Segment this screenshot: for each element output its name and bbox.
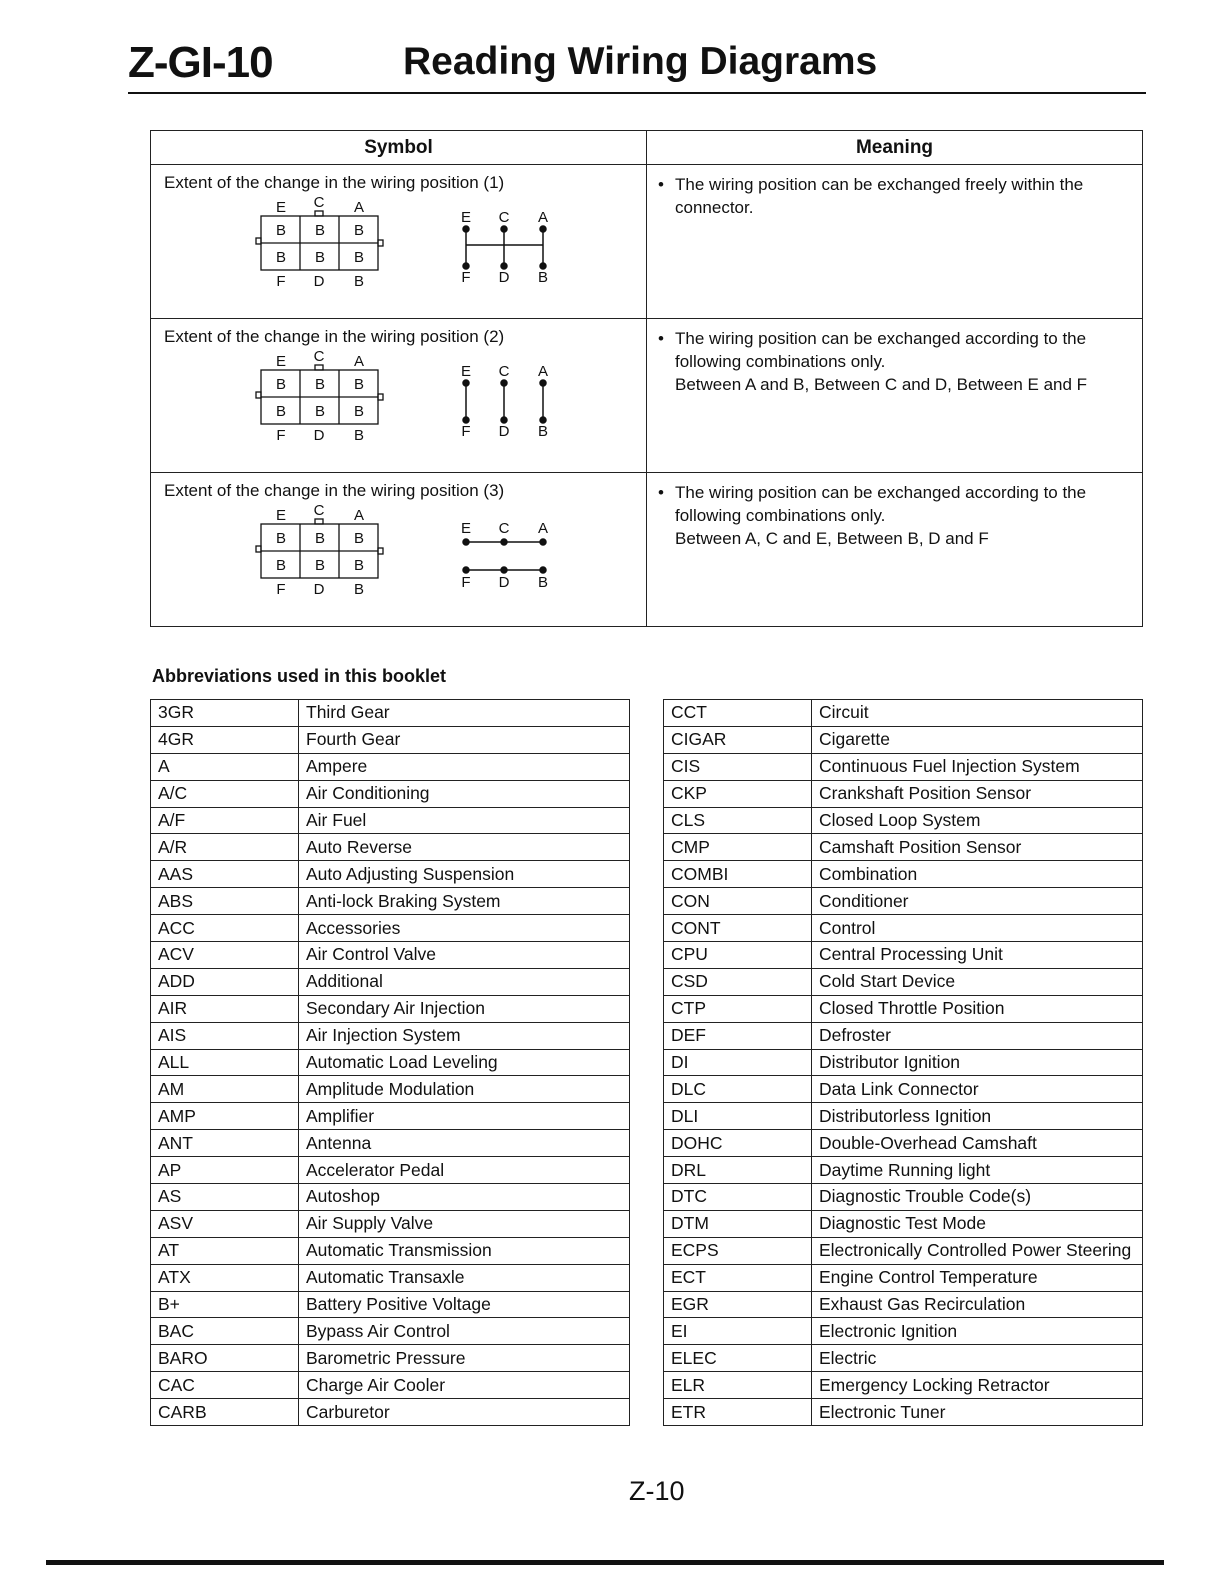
pin-label: E	[275, 507, 287, 524]
abbreviation-row	[151, 1130, 630, 1157]
abbreviation-code: CLS	[664, 807, 812, 834]
abbreviation-row	[664, 1076, 1143, 1103]
abbreviation-code: CON	[664, 888, 812, 915]
symbol-row	[151, 473, 1143, 627]
abbreviation-meaning: Amplitude Modulation	[299, 1076, 630, 1103]
abbreviation-meaning: Cigarette	[812, 726, 1143, 753]
connector-diagram-svg	[251, 195, 571, 295]
pin-label: D	[313, 427, 325, 444]
pin-label: A	[537, 363, 549, 380]
pin-label: E	[460, 209, 472, 226]
abbreviation-row	[664, 834, 1143, 861]
pin-label: A	[537, 520, 549, 537]
pin-label: F	[276, 427, 286, 444]
pin-label: F	[276, 581, 286, 598]
connector-cell: B	[275, 376, 287, 393]
meaning-text: • The wiring position can be exchanged freely within the connector.	[675, 173, 1130, 219]
abbreviation-code: CCT	[664, 700, 812, 727]
abbreviation-meaning: Amplifier	[299, 1103, 630, 1130]
abbreviation-meaning: Electronically Controlled Power Steering	[812, 1237, 1143, 1264]
abbreviation-code: B+	[151, 1291, 299, 1318]
pin-label: D	[498, 574, 510, 591]
abbreviation-meaning: Accessories	[299, 915, 630, 942]
pin-label: C	[498, 209, 510, 226]
abbreviation-meaning: Daytime Running light	[812, 1157, 1143, 1184]
abbreviation-row	[151, 1399, 630, 1426]
connector-cell: B	[314, 530, 326, 547]
abbreviation-meaning: Automatic Load Leveling	[299, 1049, 630, 1076]
pin-label: A	[353, 507, 365, 524]
abbreviation-meaning: Crankshaft Position Sensor	[812, 780, 1143, 807]
abbreviation-row	[664, 861, 1143, 888]
connector-cell: B	[275, 222, 287, 239]
abbreviation-meaning: Electronic Ignition	[812, 1318, 1143, 1345]
abbreviation-code: ASV	[151, 1210, 299, 1237]
abbreviation-code: ECPS	[664, 1237, 812, 1264]
abbreviation-meaning: Diagnostic Test Mode	[812, 1210, 1143, 1237]
symbol-cell	[151, 165, 647, 319]
abbreviation-code: AT	[151, 1237, 299, 1264]
pin-label: C	[313, 349, 325, 365]
abbreviation-row	[151, 1264, 630, 1291]
abbreviation-meaning: Anti-lock Braking System	[299, 888, 630, 915]
abbreviation-code: ABS	[151, 888, 299, 915]
abbreviation-code: ACC	[151, 915, 299, 942]
symbol-meaning-table	[150, 130, 1143, 627]
meaning-combinations: Between A, C and E, Between B, D and F	[675, 529, 989, 548]
abbreviation-row	[664, 726, 1143, 753]
connector-diagram	[251, 349, 571, 454]
abbreviation-meaning: Engine Control Temperature	[812, 1264, 1143, 1291]
abbreviation-meaning: Autoshop	[299, 1184, 630, 1211]
abbreviation-row	[664, 1184, 1143, 1211]
abbreviation-code: AAS	[151, 861, 299, 888]
abbreviation-row	[151, 942, 630, 969]
abbreviation-meaning: Distributorless Ignition	[812, 1103, 1143, 1130]
abbreviation-code: AIS	[151, 1022, 299, 1049]
connector-cell: B	[353, 376, 365, 393]
abbreviation-row	[151, 753, 630, 780]
abbreviation-row	[151, 995, 630, 1022]
pin-label: A	[353, 199, 365, 216]
abbreviation-code: AP	[151, 1157, 299, 1184]
abbreviation-meaning: Air Conditioning	[299, 780, 630, 807]
abbreviation-row	[664, 753, 1143, 780]
abbreviation-row	[664, 1372, 1143, 1399]
symbol-cell	[151, 473, 647, 627]
abbreviation-code: CMP	[664, 834, 812, 861]
connector-diagram	[251, 195, 571, 300]
abbreviation-meaning: Closed Loop System	[812, 807, 1143, 834]
connector-cell: B	[275, 557, 287, 574]
abbreviation-row	[151, 1076, 630, 1103]
abbreviation-code: BAC	[151, 1318, 299, 1345]
abbreviation-row	[151, 807, 630, 834]
pin-label: E	[275, 199, 287, 216]
pin-label: F	[461, 269, 471, 286]
abbreviation-meaning: Exhaust Gas Recirculation	[812, 1291, 1143, 1318]
abbreviation-code: ELEC	[664, 1345, 812, 1372]
abbreviation-code: ECT	[664, 1264, 812, 1291]
abbreviation-row	[151, 1291, 630, 1318]
symbol-caption: Extent of the change in the wiring position (3)	[164, 481, 505, 500]
abbreviation-meaning: Emergency Locking Retractor	[812, 1372, 1143, 1399]
connector-cell: B	[275, 249, 287, 266]
pin-label: F	[461, 574, 471, 591]
abbreviation-code: DLC	[664, 1076, 812, 1103]
meaning-text: • The wiring position can be exchanged according to the following combinations only.	[675, 481, 1130, 527]
abbreviation-row	[151, 1157, 630, 1184]
abbreviation-code: AS	[151, 1184, 299, 1211]
meaning-combinations: Between A and B, Between C and D, Between E and F	[675, 375, 1088, 394]
abbreviation-row	[151, 1103, 630, 1130]
abbreviation-row	[151, 1237, 630, 1264]
abbreviation-row	[664, 1103, 1143, 1130]
abbreviation-meaning: Air Supply Valve	[299, 1210, 630, 1237]
abbreviation-code: BARO	[151, 1345, 299, 1372]
pin-label: B	[353, 273, 365, 290]
pin-label: A	[353, 353, 365, 370]
page-title: Reading Wiring Diagrams	[403, 40, 878, 83]
header-rule	[128, 92, 1146, 94]
meaning-cell	[647, 319, 1143, 473]
abbreviation-row	[664, 1022, 1143, 1049]
pin-label: E	[275, 353, 287, 370]
symbol-caption: Extent of the change in the wiring position (1)	[164, 173, 505, 192]
abbreviation-row	[664, 942, 1143, 969]
abbreviation-meaning: Air Injection System	[299, 1022, 630, 1049]
abbreviation-row	[664, 1291, 1143, 1318]
pin-label: A	[537, 209, 549, 226]
abbreviation-row	[151, 834, 630, 861]
abbreviation-code: 4GR	[151, 726, 299, 753]
connector-cell: B	[314, 376, 326, 393]
meaning-column-header: Meaning	[647, 131, 1143, 165]
abbreviation-row	[151, 1022, 630, 1049]
connector-cell: B	[353, 222, 365, 239]
abbreviation-meaning: Control	[812, 915, 1143, 942]
symbol-cell	[151, 319, 647, 473]
abbreviation-code: ATX	[151, 1264, 299, 1291]
abbreviation-code: A	[151, 753, 299, 780]
abbreviation-code: A/C	[151, 780, 299, 807]
connector-cell: B	[314, 557, 326, 574]
pin-label: D	[498, 269, 510, 286]
abbreviation-meaning: Data Link Connector	[812, 1076, 1143, 1103]
pin-label: C	[498, 363, 510, 380]
abbreviation-meaning: Distributor Ignition	[812, 1049, 1143, 1076]
abbreviation-row	[664, 807, 1143, 834]
pin-label: E	[460, 363, 472, 380]
abbreviation-meaning: Additional	[299, 968, 630, 995]
abbreviation-meaning: Accelerator Pedal	[299, 1157, 630, 1184]
abbreviation-row	[664, 1157, 1143, 1184]
abbreviation-meaning: Electric	[812, 1345, 1143, 1372]
abbreviation-code: AIR	[151, 995, 299, 1022]
abbreviation-row	[664, 968, 1143, 995]
abbreviation-code: CONT	[664, 915, 812, 942]
abbreviation-meaning: Antenna	[299, 1130, 630, 1157]
abbreviation-meaning: Automatic Transaxle	[299, 1264, 630, 1291]
abbreviation-row	[664, 995, 1143, 1022]
abbreviation-code: ETR	[664, 1399, 812, 1426]
page-code: Z-GI-10	[128, 38, 273, 87]
abbreviation-code: EI	[664, 1318, 812, 1345]
symbol-row	[151, 165, 1143, 319]
abbreviation-meaning: Battery Positive Voltage	[299, 1291, 630, 1318]
abbreviation-code: ANT	[151, 1130, 299, 1157]
connector-cell: B	[314, 403, 326, 420]
pin-label: C	[498, 520, 510, 537]
abbreviation-meaning: Charge Air Cooler	[299, 1372, 630, 1399]
pin-label: B	[353, 427, 365, 444]
abbreviation-row	[151, 700, 630, 727]
abbreviation-code: AMP	[151, 1103, 299, 1130]
abbreviation-code: ACV	[151, 942, 299, 969]
abbreviation-code: CAC	[151, 1372, 299, 1399]
abbreviation-meaning: Third Gear	[299, 700, 630, 727]
abbreviation-code: A/R	[151, 834, 299, 861]
abbreviation-row	[151, 1372, 630, 1399]
abbreviation-row	[151, 861, 630, 888]
abbreviation-meaning: Automatic Transmission	[299, 1237, 630, 1264]
abbreviation-meaning: Cold Start Device	[812, 968, 1143, 995]
abbreviation-meaning: Air Control Valve	[299, 942, 630, 969]
pin-label: D	[313, 581, 325, 598]
connector-cell: B	[314, 249, 326, 266]
connector-cell: B	[353, 403, 365, 420]
pin-label: B	[353, 581, 365, 598]
abbreviation-row	[151, 1345, 630, 1372]
pin-label: C	[313, 195, 325, 211]
abbreviation-row	[664, 1049, 1143, 1076]
pin-label: B	[537, 574, 549, 591]
abbreviation-row	[151, 726, 630, 753]
abbreviation-row	[151, 1318, 630, 1345]
meaning-cell	[647, 473, 1143, 627]
abbreviation-code: COMBI	[664, 861, 812, 888]
meaning-cell	[647, 165, 1143, 319]
abbreviation-row	[151, 915, 630, 942]
abbreviation-code: ELR	[664, 1372, 812, 1399]
abbreviation-row	[664, 1237, 1143, 1264]
abbreviation-code: CTP	[664, 995, 812, 1022]
connector-cell: B	[275, 530, 287, 547]
pin-label: E	[460, 520, 472, 537]
abbreviation-meaning: Ampere	[299, 753, 630, 780]
abbreviation-row	[151, 1184, 630, 1211]
abbreviation-code: DEF	[664, 1022, 812, 1049]
pin-label: D	[498, 423, 510, 440]
abbreviation-meaning: Electronic Tuner	[812, 1399, 1143, 1426]
abbreviation-code: DOHC	[664, 1130, 812, 1157]
abbreviation-code: CARB	[151, 1399, 299, 1426]
abbreviation-code: AM	[151, 1076, 299, 1103]
abbreviation-code: DTM	[664, 1210, 812, 1237]
abbreviation-row	[664, 780, 1143, 807]
abbreviation-meaning: Auto Reverse	[299, 834, 630, 861]
abbreviation-row	[664, 1210, 1143, 1237]
abbreviation-code: DLI	[664, 1103, 812, 1130]
pin-label: B	[537, 269, 549, 286]
pin-label: B	[537, 423, 549, 440]
connector-cell: B	[314, 222, 326, 239]
abbreviation-code: DI	[664, 1049, 812, 1076]
abbreviation-row	[664, 700, 1143, 727]
abbreviation-code: A/F	[151, 807, 299, 834]
abbreviation-meaning: Bypass Air Control	[299, 1318, 630, 1345]
abbreviation-meaning: Combination	[812, 861, 1143, 888]
abbreviation-row	[664, 1345, 1143, 1372]
abbreviation-meaning: Diagnostic Trouble Code(s)	[812, 1184, 1143, 1211]
connector-diagram	[251, 503, 571, 608]
connector-cell: B	[353, 557, 365, 574]
connector-cell: B	[353, 530, 365, 547]
abbreviation-row	[151, 968, 630, 995]
pin-label: F	[461, 423, 471, 440]
symbol-caption: Extent of the change in the wiring position (2)	[164, 327, 505, 346]
connector-cell: B	[353, 249, 365, 266]
abbreviations-heading: Abbreviations used in this booklet	[152, 666, 447, 686]
abbreviation-row	[664, 1130, 1143, 1157]
abbreviation-meaning: Central Processing Unit	[812, 942, 1143, 969]
abbreviation-code: DTC	[664, 1184, 812, 1211]
abbreviation-code: ALL	[151, 1049, 299, 1076]
abbreviation-meaning: Secondary Air Injection	[299, 995, 630, 1022]
abbreviation-code: 3GR	[151, 700, 299, 727]
abbreviation-meaning: Circuit	[812, 700, 1143, 727]
abbreviation-row	[664, 1318, 1143, 1345]
abbreviation-row	[151, 780, 630, 807]
connector-diagram-svg	[251, 503, 571, 603]
abbreviation-meaning: Fourth Gear	[299, 726, 630, 753]
abbreviation-row	[151, 1049, 630, 1076]
abbreviation-row	[664, 1399, 1143, 1426]
connector-diagram-svg	[251, 349, 571, 449]
page-number: Z-10	[629, 1476, 685, 1506]
symbol-column-header: Symbol	[151, 131, 647, 165]
abbreviation-code: ADD	[151, 968, 299, 995]
abbreviation-row	[151, 1210, 630, 1237]
abbreviation-meaning: Auto Adjusting Suspension	[299, 861, 630, 888]
pin-label: D	[313, 273, 325, 290]
abbreviation-code: CIGAR	[664, 726, 812, 753]
connector-cell: B	[275, 403, 287, 420]
abbreviation-meaning: Closed Throttle Position	[812, 995, 1143, 1022]
abbreviation-code: CSD	[664, 968, 812, 995]
abbreviation-code: DRL	[664, 1157, 812, 1184]
meaning-text: • The wiring position can be exchanged according to the following combinations only.	[675, 327, 1130, 373]
abbreviations-table-right	[663, 699, 1143, 1426]
abbreviation-code: EGR	[664, 1291, 812, 1318]
abbreviation-meaning: Air Fuel	[299, 807, 630, 834]
abbreviations-table-left	[150, 699, 630, 1426]
abbreviation-meaning: Camshaft Position Sensor	[812, 834, 1143, 861]
abbreviation-row	[664, 1264, 1143, 1291]
abbreviation-meaning: Barometric Pressure	[299, 1345, 630, 1372]
abbreviation-meaning: Double-Overhead Camshaft	[812, 1130, 1143, 1157]
abbreviation-code: CKP	[664, 780, 812, 807]
abbreviation-code: CPU	[664, 942, 812, 969]
pin-label: C	[313, 503, 325, 519]
abbreviation-row	[664, 915, 1143, 942]
abbreviation-meaning: Defroster	[812, 1022, 1143, 1049]
abbreviation-row	[664, 888, 1143, 915]
abbreviation-meaning: Conditioner	[812, 888, 1143, 915]
abbreviation-meaning: Continuous Fuel Injection System	[812, 753, 1143, 780]
abbreviation-row	[151, 888, 630, 915]
abbreviation-code: CIS	[664, 753, 812, 780]
abbreviation-meaning: Carburetor	[299, 1399, 630, 1426]
footer-rule	[46, 1560, 1164, 1565]
pin-label: F	[276, 273, 286, 290]
symbol-row	[151, 319, 1143, 473]
